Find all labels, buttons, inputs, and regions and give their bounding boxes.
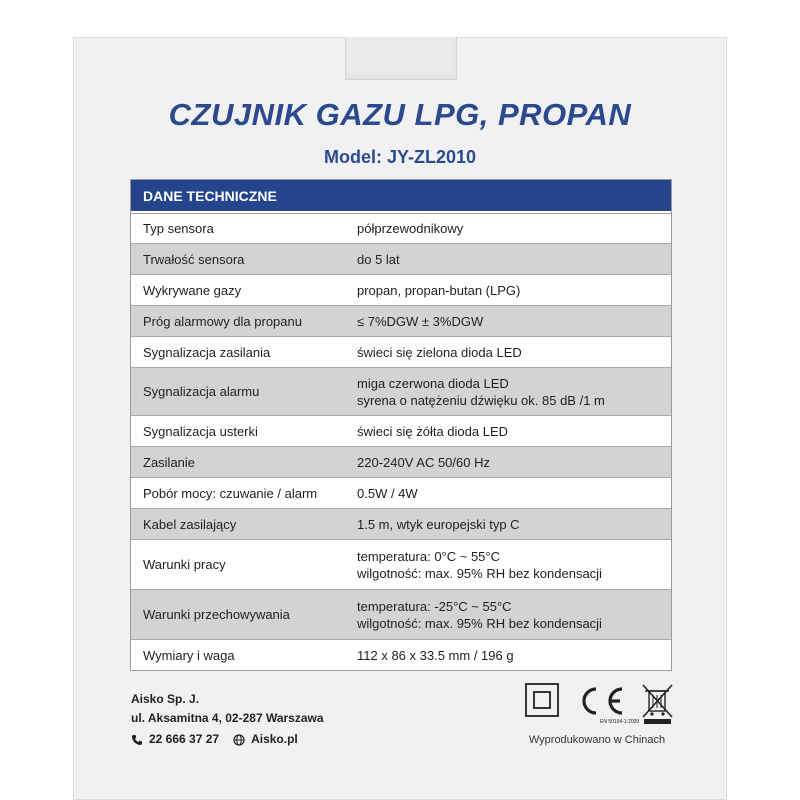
spec-table-header: DANE TECHNICZNE bbox=[131, 180, 671, 211]
contact-line bbox=[131, 730, 324, 749]
standard-label: EN 50194-1:2009 bbox=[600, 719, 640, 725]
spec-label: Zasilanie bbox=[143, 454, 196, 470]
spec-value-line: ≤ 7%DGW ± 3%DGW bbox=[357, 313, 484, 329]
spec-row bbox=[131, 639, 671, 670]
spec-label: Sygnalizacja usterki bbox=[143, 423, 258, 439]
spec-row bbox=[131, 336, 671, 367]
ce-mark-icon bbox=[584, 689, 639, 725]
company-address: ul. Aksamitna 4, 02-287 Warszawa bbox=[131, 711, 324, 725]
spec-value bbox=[357, 423, 671, 440]
spec-value bbox=[357, 344, 671, 361]
spec-value bbox=[357, 598, 671, 632]
spec-value-line: temperatura: -25°C ~ 55°C bbox=[357, 598, 512, 614]
spec-value bbox=[357, 454, 671, 471]
phone-icon bbox=[131, 734, 143, 746]
spec-table bbox=[130, 179, 672, 671]
spec-row bbox=[131, 367, 671, 415]
spec-row bbox=[131, 446, 671, 477]
spec-label: Sygnalizacja alarmu bbox=[143, 384, 260, 399]
spec-label: Wykrywane gazy bbox=[143, 282, 242, 298]
spec-value bbox=[357, 375, 671, 409]
spec-value-line: miga czerwona dioda LED bbox=[357, 375, 509, 391]
company-info bbox=[131, 690, 324, 749]
certification-marks bbox=[524, 681, 684, 725]
spec-value bbox=[357, 313, 671, 330]
spec-row bbox=[131, 539, 671, 589]
phone-number: 22 666 37 27 bbox=[149, 732, 220, 746]
spec-value bbox=[357, 485, 671, 502]
made-in-label: Wyprodukowano w Chinach bbox=[528, 734, 666, 746]
spec-row bbox=[131, 477, 671, 508]
spec-label: Trwałość sensora bbox=[143, 251, 245, 267]
model-number: Model: JY-ZL2010 bbox=[323, 147, 477, 167]
spec-row bbox=[131, 243, 671, 274]
spec-value-line: 220-240V AC 50/60 Hz bbox=[357, 454, 490, 470]
spec-label: Warunki przechowywania bbox=[143, 607, 290, 622]
spec-value-line: świeci się żółta dioda LED bbox=[357, 423, 509, 439]
spec-value-line: wilgotność: max. 95% RH bez kondensacji bbox=[357, 615, 602, 631]
spec-value-line: półprzewodnikowy bbox=[357, 221, 464, 236]
package-hang-tab bbox=[345, 37, 457, 80]
spec-rows bbox=[131, 214, 671, 670]
spec-value-line: do 5 lat bbox=[357, 251, 400, 267]
spec-value bbox=[357, 516, 671, 533]
spec-value-line: syrena o natężeniu dźwięku ok. 85 dB /1 m bbox=[357, 392, 605, 408]
spec-value-line: propan, propan-butan (LPG) bbox=[357, 282, 521, 298]
spec-row bbox=[131, 508, 671, 539]
spec-label: Kabel zasilający bbox=[143, 516, 237, 532]
spec-row bbox=[131, 214, 671, 243]
spec-value-line: wilgotność: max. 95% RH bez kondensacji bbox=[357, 565, 602, 581]
weee-bin-icon bbox=[643, 685, 672, 724]
spec-value-line: 1.5 m, wtyk europejski typ C bbox=[357, 516, 520, 532]
spec-value bbox=[357, 220, 671, 237]
website: Aisko.pl bbox=[251, 732, 298, 746]
spec-value-line: temperatura: 0°C ~ 55°C bbox=[357, 548, 500, 564]
spec-label: Wymiary i waga bbox=[143, 647, 235, 663]
double-insulation-icon bbox=[526, 684, 558, 716]
spec-label: Warunki pracy bbox=[143, 557, 226, 572]
spec-value-line: 0.5W / 4W bbox=[357, 485, 418, 501]
company-name: Aisko Sp. J. bbox=[131, 692, 200, 706]
globe-icon bbox=[233, 734, 245, 746]
spec-value bbox=[357, 282, 671, 299]
spec-value bbox=[357, 251, 671, 268]
spec-value-line: 112 x 86 x 33.5 mm / 196 g bbox=[357, 647, 514, 663]
spec-value bbox=[357, 548, 671, 582]
spec-label: Typ sensora bbox=[143, 221, 214, 236]
spec-label: Pobór mocy: czuwanie / alarm bbox=[143, 485, 318, 501]
spec-label: Sygnalizacja zasilania bbox=[143, 344, 271, 360]
spec-value bbox=[357, 647, 671, 664]
spec-value-line: świeci się zielona dioda LED bbox=[357, 344, 522, 360]
spec-row bbox=[131, 415, 671, 446]
product-title: CZUJNIK GAZU LPG, PROPAN bbox=[168, 97, 632, 132]
spec-row bbox=[131, 589, 671, 639]
spec-row bbox=[131, 305, 671, 336]
spec-row bbox=[131, 274, 671, 305]
spec-label: Próg alarmowy dla propanu bbox=[143, 313, 302, 329]
